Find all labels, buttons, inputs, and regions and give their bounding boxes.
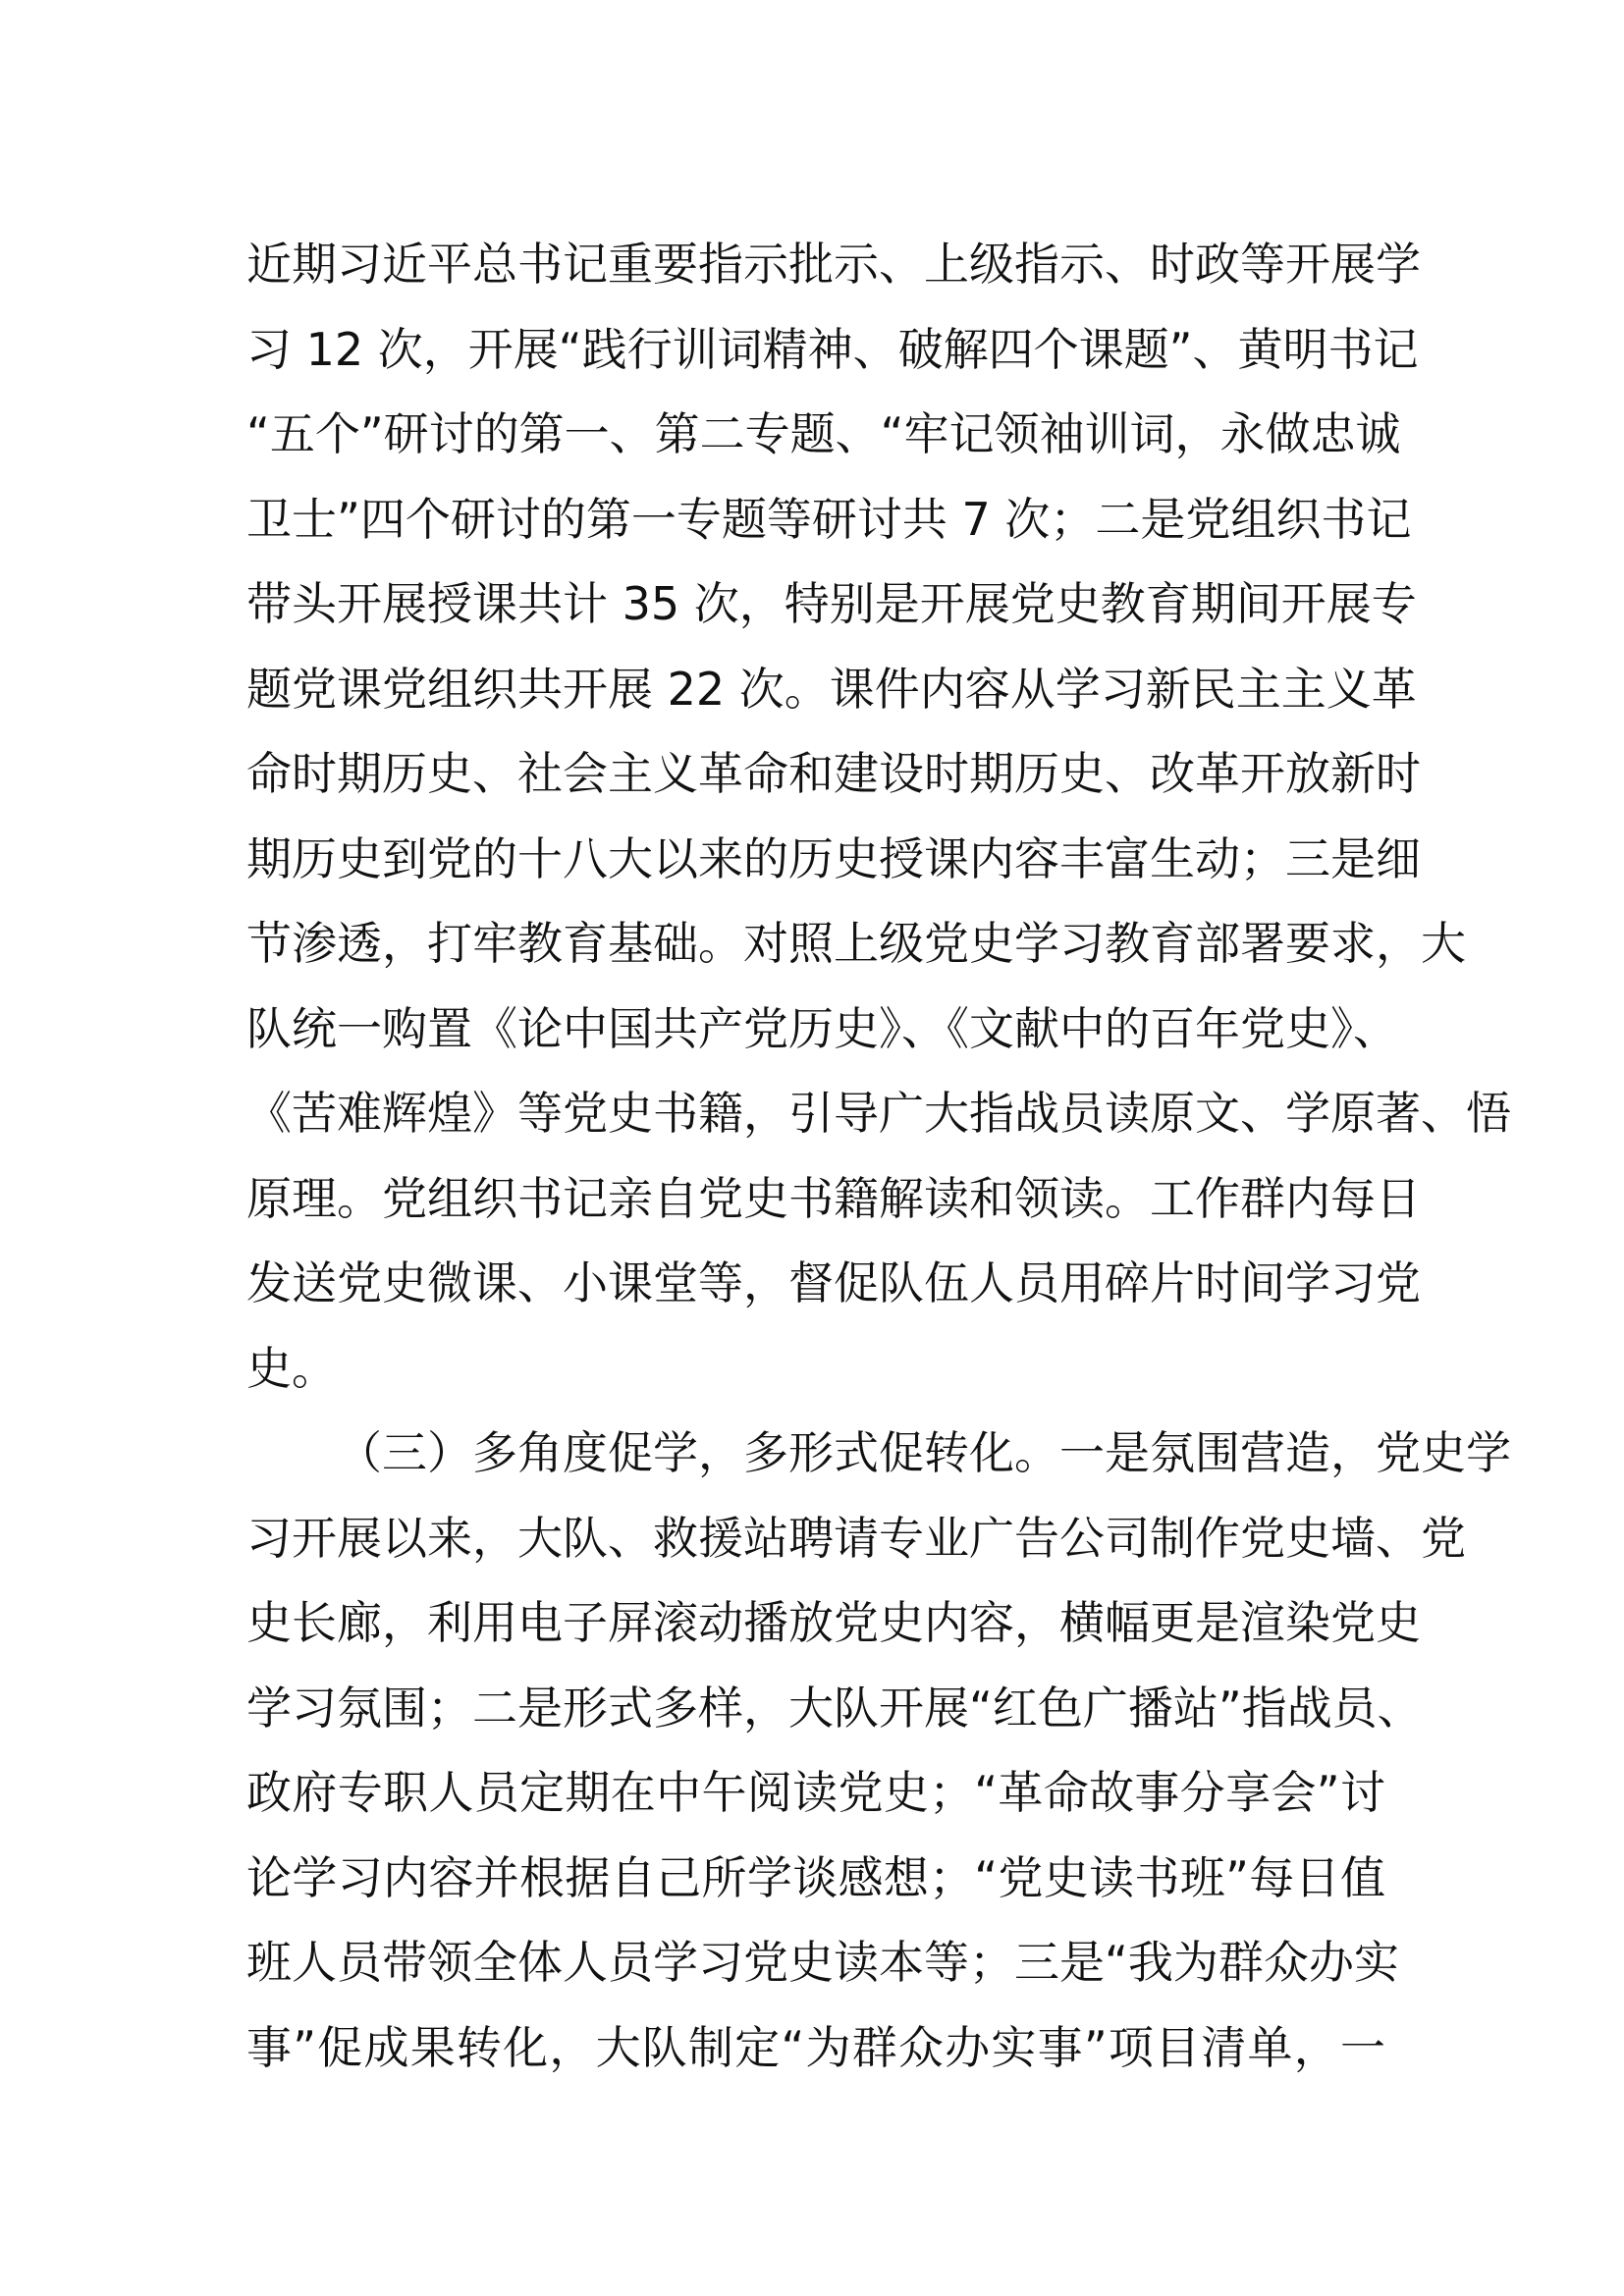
text-line: 节渗透，打牢教育基础。对照上级党史学习教育部署要求，大 bbox=[246, 917, 1466, 970]
text-line: 期历史到党的十八大以来的历史授课内容丰富生动；三是细 bbox=[246, 831, 1421, 885]
text-line: 学习氛围；二是形式多样，大队开展“红色广播站”指战员、 bbox=[246, 1681, 1423, 1735]
text-line: “五个”研讨的第一、第二专题、“牢记领袖训词，永做忠诚 bbox=[246, 407, 1401, 460]
text-line: 习 12 次，开展“践行训词精神、破解四个课题”、黄明书记 bbox=[246, 322, 1419, 376]
text-line: 卫士”四个研讨的第一专题等研讨共 7 次；二是党组织书记 bbox=[246, 492, 1412, 546]
text-line: 事”促成果转化，大队制定“为群众办实事”项目清单，一 bbox=[246, 2020, 1385, 2074]
text-line: 史。 bbox=[246, 1341, 337, 1395]
body-text bbox=[246, 222, 1511, 2090]
section-heading-line: （三）多角度促学，多形式促转化。一是氛围营造，党史学 bbox=[337, 1426, 1511, 1479]
text-line: 近期习近平总书记重要指示批示、上级指示、时政等开展学 bbox=[246, 238, 1421, 291]
text-line: 发送党史微课、小课堂等，督促队伍人员用碎片时间学习党 bbox=[246, 1256, 1421, 1309]
text-line: 带头开展授课共计 35 次，特别是开展党史教育期间开展专 bbox=[246, 577, 1417, 630]
text-line: 班人员带领全体人员学习党史读本等；三是“我为群众办实 bbox=[246, 1936, 1399, 1989]
text-line: 《苦难辉煌》等党史书籍，引导广大指战员读原文、学原著、悟 bbox=[246, 1087, 1511, 1140]
text-line: 论学习内容并根据自己所学谈感想；“党史读书班”每日值 bbox=[246, 1850, 1385, 1904]
text-line: 习开展以来，大队、救援站聘请专业广告公司制作党史墙、党 bbox=[246, 1511, 1466, 1565]
text-line: 命时期历史、社会主义革命和建设时期历史、改革开放新时 bbox=[246, 747, 1421, 800]
text-line: 题党课党组织共开展 22 次。课件内容从学习新民主主义革 bbox=[246, 662, 1417, 716]
text-line: 原理。党组织书记亲自党史书籍解读和领读。工作群内每日 bbox=[246, 1171, 1421, 1225]
text-line: 政府专职人员定期在中午阅读党史；“革命故事分享会”讨 bbox=[246, 1766, 1385, 1819]
text-line: 史长廊，利用电子屏滚动播放党史内容，横幅更是渲染党史 bbox=[246, 1596, 1421, 1649]
text-line: 队统一购置《论中国共产党历史》、《文献中的百年党史》、 bbox=[246, 1001, 1398, 1055]
